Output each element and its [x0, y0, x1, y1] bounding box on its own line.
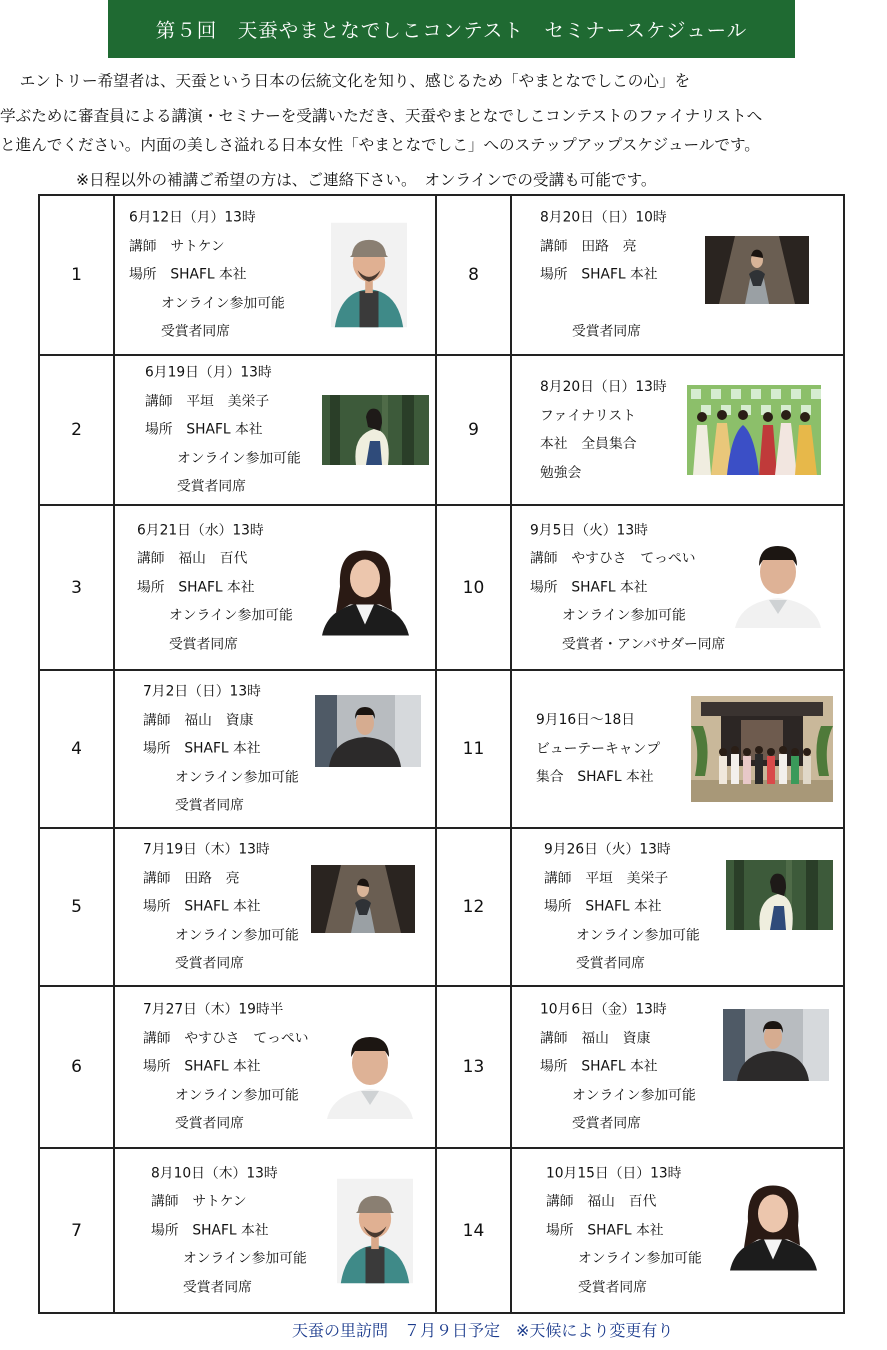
session-lecturer: 講師 田路 亮 — [143, 870, 240, 887]
session-online: オンライン参加可能 — [175, 769, 299, 786]
table-row — [39, 986, 844, 1148]
lecturer-photo — [322, 395, 429, 465]
session-number: 9 — [436, 355, 511, 505]
session-location: 本社 全員集合 — [540, 436, 637, 452]
session-cell — [114, 505, 436, 670]
session-online — [540, 289, 667, 318]
session-attendees: 受賞者同席 — [572, 323, 641, 340]
session-location: 場所 SHAFL 本社 — [151, 1222, 269, 1239]
session-cell — [511, 355, 844, 505]
session-online: オンライン参加可能 — [578, 1250, 702, 1267]
session-date: 9月26日（火）13時 — [544, 841, 671, 858]
session-number: 12 — [436, 828, 511, 986]
session-date: 7月19日（木）13時 — [143, 841, 270, 858]
session-lecturer: 講師 福山 百代 — [546, 1193, 657, 1210]
lecturer-photo — [705, 236, 809, 304]
session-cell — [511, 828, 844, 986]
session-attendees: 受賞者同席 — [572, 1115, 641, 1132]
session-date: 6月12日（月）13時 — [129, 209, 256, 226]
session-online: オンライン参加可能 — [177, 450, 301, 467]
session-number: 2 — [39, 355, 114, 505]
lecturer-photo — [331, 220, 407, 330]
session-lecturer: 講師 やすひさ てっぺい — [530, 550, 696, 567]
table-row — [39, 355, 844, 505]
session-lecturer: 講師 サトケン — [151, 1193, 247, 1210]
session-location: 場所 SHAFL 本社 — [530, 579, 648, 596]
session-number: 11 — [436, 670, 511, 828]
table-row — [39, 1148, 844, 1313]
session-online: オンライン参加可能 — [161, 295, 285, 312]
session-location: 場所 SHAFL 本社 — [143, 740, 261, 757]
session-date: 6月21日（水）13時 — [137, 522, 264, 539]
session-date: 10月6日（金）13時 — [540, 1001, 667, 1018]
lecturer-photo — [726, 1176, 821, 1271]
session-date: 9月5日（火）13時 — [530, 522, 648, 539]
session-lecturer: 講師 福山 資康 — [540, 1030, 651, 1047]
session-cell — [511, 195, 844, 355]
session-online: オンライン参加可能 — [562, 607, 686, 624]
session-location: 場所 SHAFL 本社 — [137, 579, 255, 596]
footer-note: 天蚕の里訪問 ７月９日予定 ※天候により変更有り — [292, 1321, 674, 1340]
finalists-photo — [687, 385, 821, 475]
lecturer-photo — [729, 532, 827, 628]
session-location: 場所 SHAFL 本社 — [540, 1058, 658, 1075]
session-location: 場所 SHAFL 本社 — [143, 1058, 261, 1075]
session-date: 6月19日（月）13時 — [145, 364, 272, 381]
session-number: 3 — [39, 505, 114, 670]
session-number: 14 — [436, 1148, 511, 1313]
session-attendees: 受賞者同席 — [576, 955, 645, 972]
session-cell — [511, 1148, 844, 1313]
session-attendees: 受賞者同席 — [175, 797, 244, 814]
session-location: 場所 SHAFL 本社 — [145, 421, 263, 438]
session-activity: 勉強会 — [540, 464, 582, 481]
session-attendees: 受賞者同席 — [169, 636, 238, 653]
lecturer-photo — [311, 865, 415, 933]
session-location: 場所 SHAFL 本社 — [143, 898, 261, 915]
session-lecturer: 講師 平垣 美栄子 — [544, 870, 669, 887]
session-attendees: 受賞者同席 — [578, 1279, 647, 1296]
session-cell — [114, 1148, 436, 1313]
session-location: 場所 SHAFL 本社 — [546, 1222, 664, 1239]
session-lecturer: 講師 平垣 美栄子 — [145, 393, 270, 410]
session-number: 10 — [436, 505, 511, 670]
session-number: 6 — [39, 986, 114, 1148]
lecturer-photo — [318, 540, 413, 635]
session-online: オンライン参加可能 — [572, 1087, 696, 1104]
session-event: ビューテーキャンプ — [536, 740, 661, 757]
session-attendees: 受賞者同席 — [161, 323, 230, 340]
session-cell — [114, 670, 436, 828]
intro-line-1: エントリー希望者は、天蚕という日本の伝統文化を知り、感じるため「やまとなでしこの心」を — [4, 72, 691, 90]
session-attendees: 受賞者同席 — [175, 1115, 244, 1132]
session-number: 7 — [39, 1148, 114, 1313]
table-row — [39, 195, 844, 355]
lecturer-photo — [723, 1009, 829, 1081]
session-attendees: 受賞者同席 — [175, 955, 244, 972]
table-row — [39, 670, 844, 828]
intro-line-2: 学ぶために審査員による講演・セミナーを受講いただき、天蚕やまとなでしこコンテストのファイナリストへ — [0, 107, 763, 125]
session-location: 場所 SHAFL 本社 — [544, 898, 662, 915]
session-online: オンライン参加可能 — [183, 1250, 307, 1267]
session-location: 場所 SHAFL 本社 — [129, 266, 247, 283]
session-lecturer: 講師 やすひさ てっぺい — [143, 1030, 309, 1047]
session-number: 5 — [39, 828, 114, 986]
session-cell — [511, 505, 844, 670]
session-number: 4 — [39, 670, 114, 828]
session-lecturer: 講師 田路 亮 — [540, 238, 637, 255]
session-cell — [114, 355, 436, 505]
session-number: 13 — [436, 986, 511, 1148]
session-lecturer: 講師 福山 資康 — [143, 712, 254, 729]
session-cell — [511, 986, 844, 1148]
session-attendees: 受賞者・アンバサダー同席 — [562, 636, 726, 653]
intro-note: ※日程以外の補講ご希望の方は、ご連絡下さい。 オンラインでの受講も可能です。 — [76, 171, 657, 189]
session-lecturer: 講師 サトケン — [129, 238, 225, 255]
session-date: 7月27日（木）19時半 — [143, 1001, 284, 1018]
session-date: 8月20日（日）10時 — [540, 209, 667, 226]
page-title: 第５回 天蚕やまとなでしこコンテスト セミナースケジュール — [108, 0, 795, 58]
session-date: 8月20日（日）13時 — [540, 378, 667, 395]
session-attendees: 受賞者同席 — [183, 1279, 252, 1296]
schedule-table — [38, 194, 845, 1314]
table-row — [39, 505, 844, 670]
session-online: オンライン参加可能 — [175, 1087, 299, 1104]
session-group: ファイナリスト — [540, 407, 637, 424]
session-location: 集合 SHAFL 本社 — [536, 769, 654, 786]
session-online: オンライン参加可能 — [576, 927, 700, 944]
session-lecturer: 講師 福山 百代 — [137, 550, 248, 567]
session-cell — [114, 195, 436, 355]
session-attendees: 受賞者同席 — [177, 478, 246, 495]
session-online: オンライン参加可能 — [169, 607, 293, 624]
lecturer-photo — [315, 695, 421, 767]
camp-photo — [691, 696, 833, 802]
session-cell — [114, 986, 436, 1148]
session-cell — [114, 828, 436, 986]
intro-line-3: と進んでください。内面の美しさ溢れる日本女性「やまとなでしこ」へのステップアップスケジュールです。 — [0, 136, 760, 154]
lecturer-photo — [321, 1023, 419, 1119]
session-location: 場所 SHAFL 本社 — [540, 266, 658, 283]
session-date: 8月10日（木）13時 — [151, 1165, 278, 1182]
session-date: 10月15日（日）13時 — [546, 1165, 682, 1182]
session-date: 7月2日（日）13時 — [143, 683, 261, 700]
lecturer-photo — [726, 860, 833, 930]
session-online: オンライン参加可能 — [175, 927, 299, 944]
session-number: 8 — [436, 195, 511, 355]
session-cell — [511, 670, 844, 828]
session-date: 9月16日〜18日 — [536, 712, 636, 729]
session-number: 1 — [39, 195, 114, 355]
table-row — [39, 828, 844, 986]
lecturer-photo — [337, 1176, 413, 1286]
